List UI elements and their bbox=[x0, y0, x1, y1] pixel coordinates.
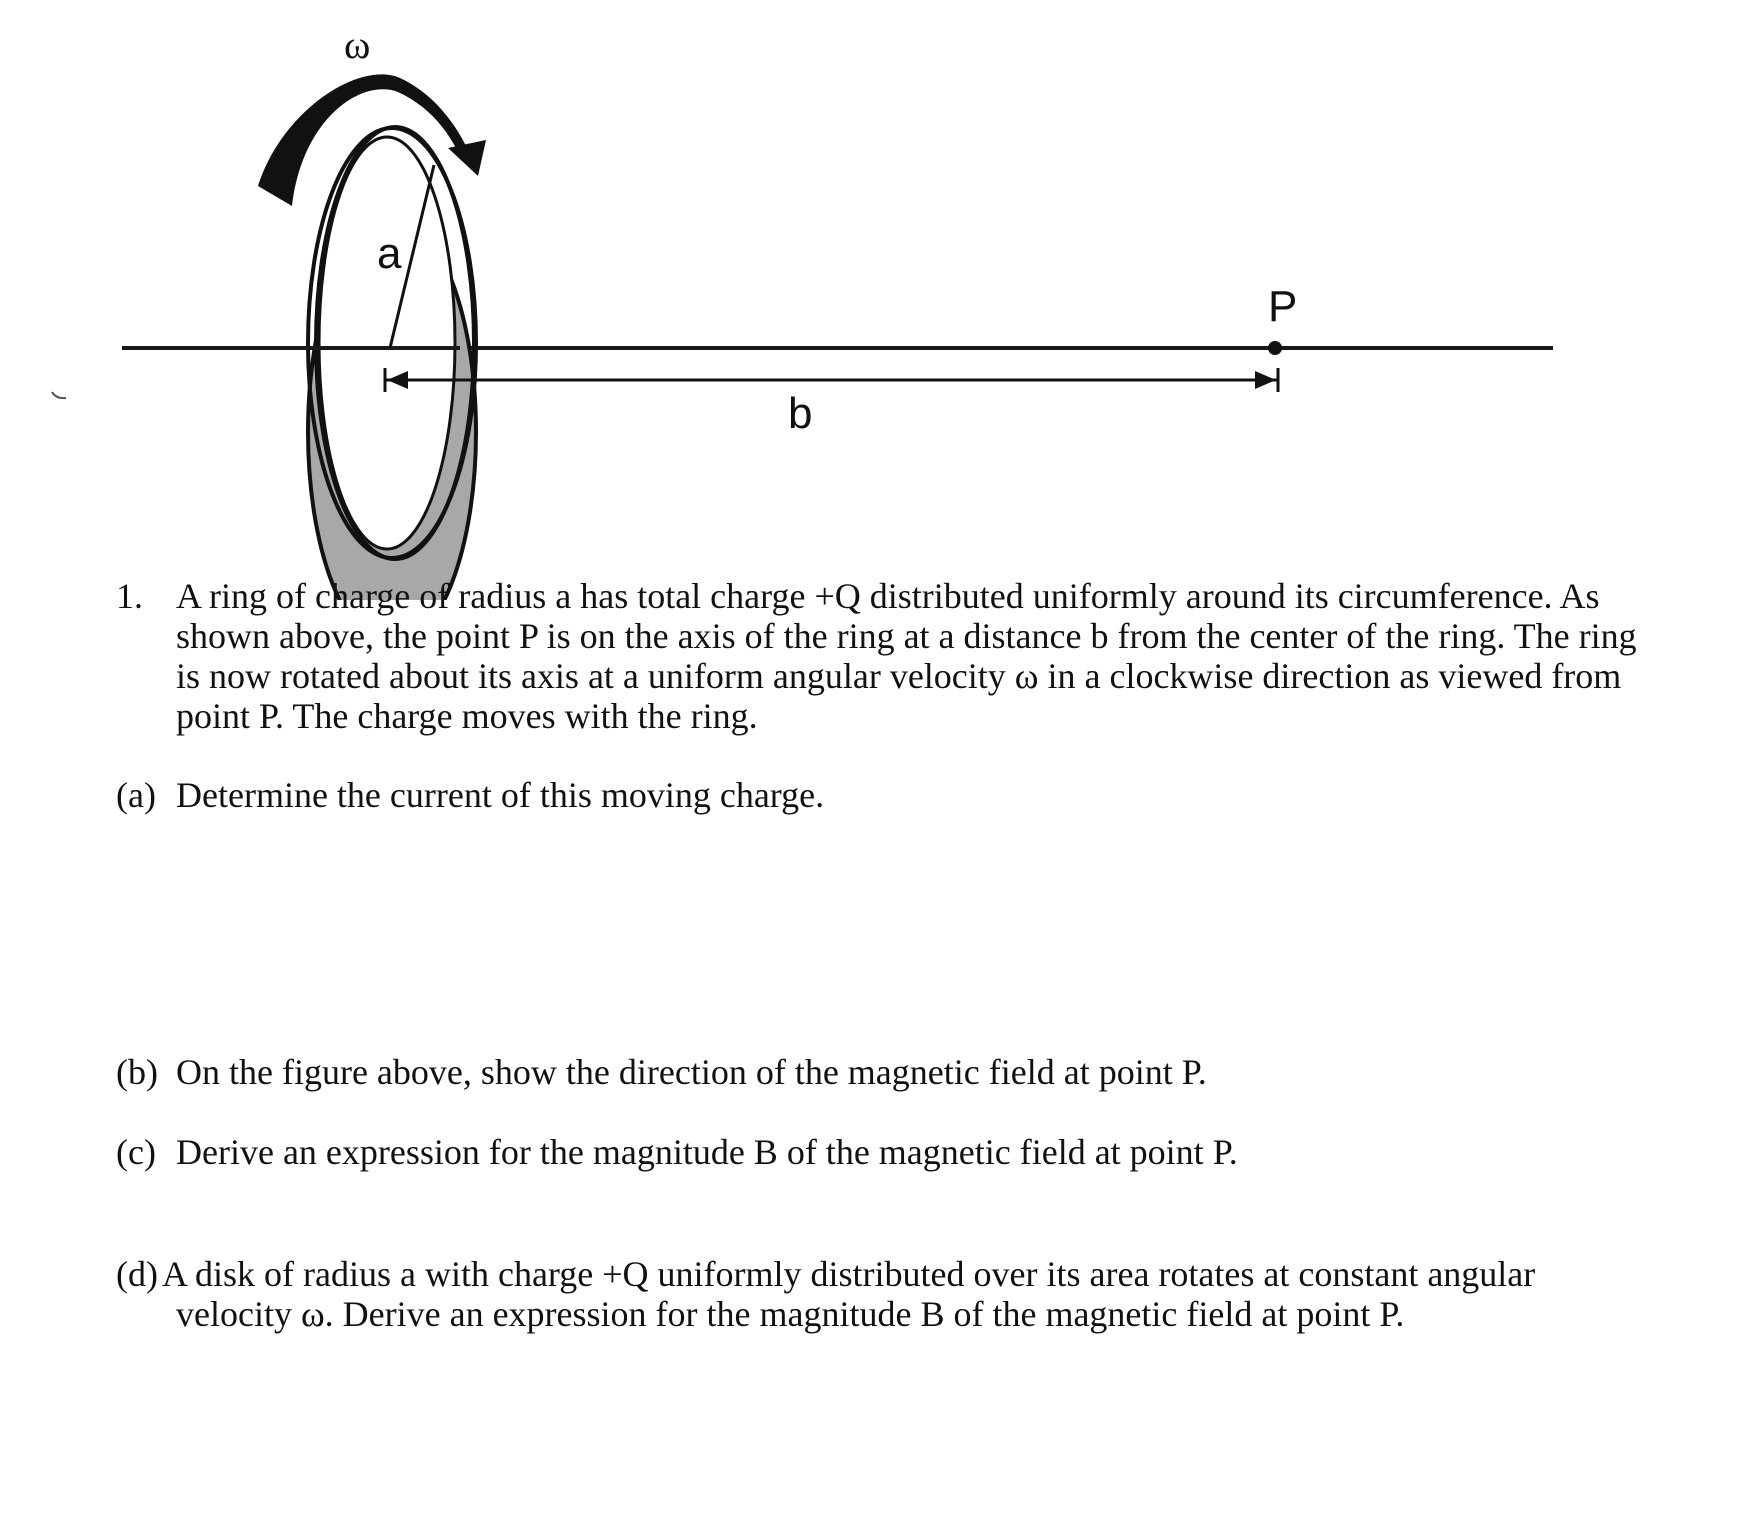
ring-inner-hole bbox=[319, 137, 455, 549]
part-d-label: (d) bbox=[116, 1254, 158, 1294]
part-b-text: On the figure above, show the direction of the magnetic field at point P. bbox=[176, 1052, 1207, 1092]
rotation-arrowhead-icon bbox=[448, 140, 486, 176]
question-number: 1. bbox=[116, 576, 143, 616]
part-c bbox=[116, 1132, 1238, 1172]
point-p-dot bbox=[1268, 341, 1282, 355]
part-d-line-1: A disk of radius a with charge +Q uniformly distributed over its area rotates at constant angular bbox=[162, 1254, 1536, 1294]
ring-figure bbox=[0, 0, 1764, 600]
stray-mark bbox=[52, 392, 66, 398]
radius-label: a bbox=[377, 229, 402, 278]
part-d-line-2: velocity ω. Derive an expression for the magnitude B of the magnetic field at point P. bbox=[176, 1294, 1405, 1334]
part-b-label: (b) bbox=[116, 1052, 158, 1092]
point-p-label: P bbox=[1268, 282, 1298, 331]
part-a bbox=[116, 775, 824, 815]
distance-b-label: b bbox=[788, 389, 813, 438]
question-line-3: is now rotated about its axis at a uniform angular velocity ω in a clockwise direction as viewed from bbox=[176, 656, 1622, 696]
part-b bbox=[116, 1052, 1207, 1092]
part-d bbox=[116, 1254, 1535, 1334]
part-a-text: Determine the current of this moving charge. bbox=[176, 775, 825, 815]
part-c-label: (c) bbox=[116, 1132, 156, 1172]
question-line-4: point P. The charge moves with the ring. bbox=[176, 696, 758, 736]
part-a-label: (a) bbox=[116, 775, 156, 815]
distance-b-dimension bbox=[385, 368, 1278, 392]
omega-label: ω bbox=[344, 22, 371, 67]
part-c-text: Derive an expression for the magnitude B of the magnetic field at point P. bbox=[176, 1132, 1238, 1172]
question-1 bbox=[116, 576, 1637, 736]
question-line-2: shown above, the point P is on the axis of the ring at a distance b from the center of the ring. The ring bbox=[176, 616, 1637, 656]
question-line-1: A ring of charge of radius a has total charge +Q distributed uniformly around its circumference. As bbox=[176, 576, 1600, 616]
